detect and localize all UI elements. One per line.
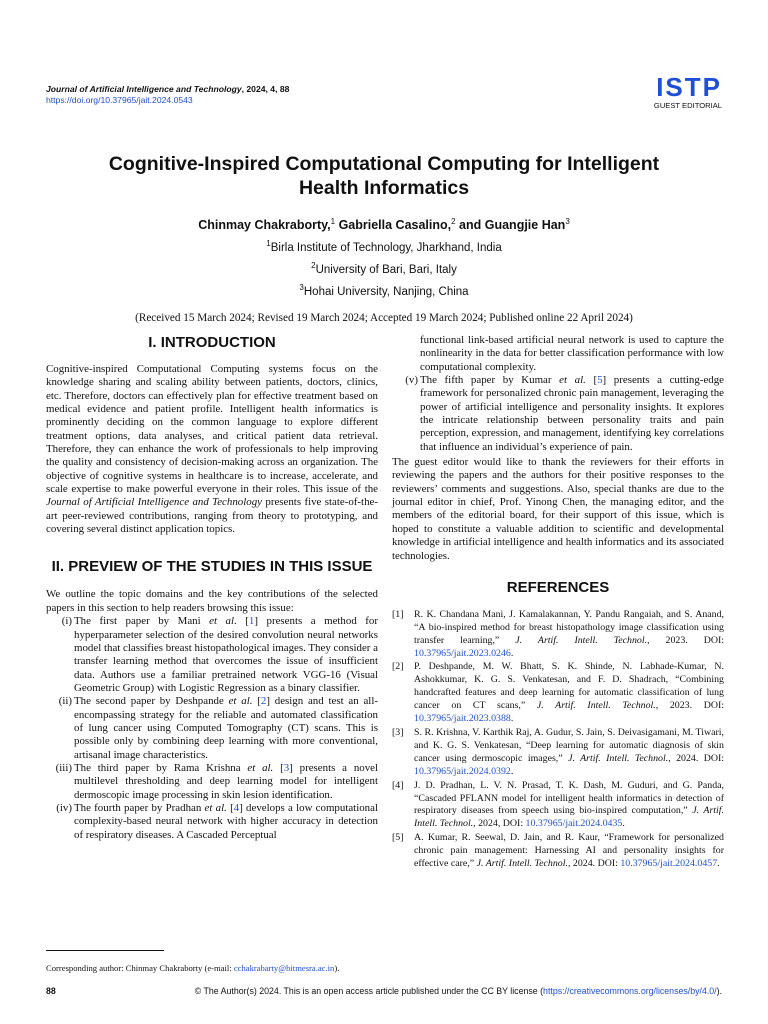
reference-item <box>392 661 724 726</box>
page-number: 88 <box>46 986 56 996</box>
intro-text-b: presents five state-of-the-art peer-reviewed contributions, ranging from theory to prototyping, and covering several distinct application topics. <box>46 496 378 536</box>
citation-link[interactable]: 4 <box>233 801 240 814</box>
list-item-etal: et al. <box>228 695 253 708</box>
intro-heading: I. INTRODUCTION <box>148 334 276 351</box>
list-item-text: ] presents a cutting-edge framework for personalized chronic pain management, leveraging the power of artificial intelligence and personality insights. It explores the intricate relationship between personality traits and pain perception, expression, and management, identifying key correlations that influence an individual’s experience of pain. <box>420 374 725 453</box>
footnote-end: ). <box>334 963 340 973</box>
affiliation-1-text: Birla Institute of Technology, Jharkhand, India <box>270 241 502 254</box>
reference-text: . <box>510 647 514 659</box>
journal-name: Journal of Artificial Intelligence and Technology <box>46 84 242 94</box>
reference-item <box>392 609 724 661</box>
reference-journal: J. Artif. Intell. Technol. <box>515 634 648 646</box>
list-item-etal: et al <box>209 615 235 628</box>
reference-text: . <box>510 713 514 725</box>
citation-link[interactable]: 5 <box>597 374 603 387</box>
license-text: © The Author(s) 2024. This is an open access article published under the CC BY license ( <box>194 986 544 996</box>
license-end: ). <box>716 986 722 996</box>
reference-journal: J. Artif. Intell. Technol. <box>536 700 656 712</box>
list-item-mark: (ii) <box>58 695 72 708</box>
list-item-text: [ <box>252 695 261 708</box>
reference-text: . <box>717 858 720 870</box>
reference-text: , 2023. DOI: <box>655 700 724 712</box>
reference-mark: [4] <box>392 779 404 791</box>
reference-doi-link[interactable]: 10.37965/jait.2023.0246 <box>414 647 511 659</box>
study-list-left <box>46 615 378 842</box>
reference-text: J. D. Pradhan, L. V. N. Prasad, T. K. Dash, M. Guduri, and G. Panda, “Cascaded PFLANN model for intelligent health informatics in detection of respiratory diseases from speech using bio-inspired computation,” <box>414 779 724 817</box>
affiliation-3-text: Hohai University, Nanjing, China <box>303 285 469 298</box>
journal-meta: , 2024, 4, 88 <box>241 84 290 94</box>
preview-lead: We outline the topic domains and the key contributions of the selected papers in this section to help readers browsing this issue: <box>46 588 378 614</box>
list-item-text: [ <box>273 761 284 774</box>
affiliation-3 <box>0 279 768 301</box>
publication-dates: (Received 15 March 2024; Revised 19 March 2024; Accepted 19 March 2024; Published online 22 April 2024) <box>135 311 633 324</box>
list-item <box>392 374 724 454</box>
reference-text: A. Kumar, R. Seewal, D. Jain, and R. Kaur, “Framework for personalized chronic pain management: Harnessing AI and personality insights for effective care,” <box>414 832 724 870</box>
license-link[interactable]: https://creativecommons.org/licenses/by/4.0/ <box>543 986 717 996</box>
reference-journal: J. Artif. Intell. Technol. <box>568 752 669 764</box>
reference-doi-link[interactable]: 10.37965/jait.2024.0435 <box>525 818 623 830</box>
affiliation-3-sup: 3 <box>299 282 304 292</box>
footnote-label: Corresponding author: Chinmay Chakraborty (e-mail: <box>46 963 234 973</box>
list-item <box>46 695 378 762</box>
reference-text: S. R. Krishna, V. Karthik Raj, A. Gudur, S. Jain, S. Deivasigamani, M. Tiwari, and K. G. S. Venkatesan, “Deep learning for automatic diagnosis of skin cancer using dermoscopic images,” <box>414 727 724 764</box>
reference-text: , 2023. DOI: <box>647 634 724 646</box>
author-2-sup: 2 <box>451 217 456 226</box>
list-item-text: ] presents a method for hyperparameter selection of the desired convolution neural networks model that classifies breast histopathological images. They consider a transfer learning method that overcomes the issue of insufficient data. Authors use a familiar pretrained network VGG-16 (Visual Geometric Group) with Logistic Regression as a binary classifier. <box>74 615 378 694</box>
title-block <box>0 152 768 325</box>
list-item-text: The second paper by Deshpande <box>74 695 229 708</box>
list-item-mark: (v) <box>405 374 418 387</box>
reference-item <box>392 727 724 779</box>
references-heading: REFERENCES <box>506 578 610 596</box>
reference-journal: J. Artif. Intell. Technol. <box>414 805 724 830</box>
reference-mark: [5] <box>392 832 404 844</box>
reference-item <box>392 780 724 832</box>
reference-text: P. Deshpande, M. W. Bhatt, S. K. Shinde, N. Labhade-Kumar, N. Ashokkumar, K. G. S. Venkatesan, and F. D. Shadrach, “Combining handcrafted features and deep learning for automatic classification of lung cancer on CT scans,” <box>414 661 724 712</box>
left-column <box>46 334 378 842</box>
publisher-block <box>653 72 722 111</box>
affiliation-2 <box>0 257 768 279</box>
reference-text: . <box>622 818 625 830</box>
reference-item <box>392 832 724 871</box>
article-type: GUEST EDITORIAL <box>653 101 722 110</box>
list-item-text: The third paper by Rama Krishna <box>74 761 248 774</box>
list-item-mark: (iv) <box>56 801 72 814</box>
list-item-etal: et al. <box>247 761 274 774</box>
license-line <box>120 986 722 997</box>
intro-journal-italic: Journal of Artificial Intelligence and Technology <box>46 496 262 509</box>
journal-citation <box>46 84 406 95</box>
reference-mark: [2] <box>392 661 404 673</box>
affiliation-1-sup: 1 <box>266 239 271 249</box>
intro-text-a: Cognitive-inspired Computational Computing systems focus on the knowledge sharing and scaling ability between patients, doctors, clinics, etc. Therefore, doctors can effectively plan for effective treatment based on medical evidence and patient profile. Intelligent health informatics is prominently deciding on the common language to explore different treatment options, data analyses, and critical patient data retrieval. Therefore, they can enhance the work of professionals to help improving the quality and consistency of decision-making across an organization. The objective of cognitive systems in healthcare is to increase, accelerate, and scale expertise to make powerful everyone in their roles. This issue of the <box>46 363 378 496</box>
reference-doi-link[interactable]: 10.37965/jait.2024.0392 <box>414 765 511 777</box>
reference-text: . <box>510 765 514 777</box>
citation-link[interactable]: 2 <box>260 695 267 708</box>
reference-list <box>392 609 724 871</box>
acknowledgment: The guest editor would like to thank the reviewers for their efforts in reviewing the papers and the authors for their positive responses to the reviewers’ comments and suggestions. Also, special thanks are due to the journal editor in chief, Prof. Yinong Chen, the managing editor, and the members of the editorial board, for their support of this issue, which is hoped to constitute a valuable addition to scientific and developmental knowledge in artificial intelligence and health informatics and its associated technologies. <box>392 456 724 562</box>
author-email-link[interactable]: cchakrabarty@bitmesra.ac.in <box>233 963 335 973</box>
reference-text: , 2024, DOI: <box>473 818 526 830</box>
affiliation-2-text: University of Bari, Bari, Italy <box>315 263 457 276</box>
right-column <box>392 334 724 872</box>
doi-link[interactable]: https://doi.org/10.37965/jait.2024.0543 <box>46 95 193 105</box>
author-1: Chinmay Chakraborty, <box>198 218 331 233</box>
reference-mark: [3] <box>392 727 404 738</box>
citation-link[interactable]: 1 <box>248 615 255 628</box>
list-item-mark: (iii) <box>55 761 72 774</box>
reference-doi-link[interactable]: 10.37965/jait.2023.0388 <box>414 713 511 725</box>
reference-text: , 2024. DOI: <box>567 858 621 870</box>
reference-doi-link[interactable]: 10.37965/jait.2024.0457 <box>620 858 718 870</box>
corresponding-author-footnote <box>46 950 726 974</box>
list-item <box>46 762 378 802</box>
list-item-etal: et al. <box>559 374 586 387</box>
istp-logo: ISTP <box>656 72 722 102</box>
intro-paragraph <box>46 363 378 536</box>
citation-link[interactable]: 3 <box>283 761 290 774</box>
affiliation-1 <box>0 235 768 257</box>
footnote-rule <box>46 950 164 951</box>
list-item-text: [ <box>585 374 598 387</box>
list-item-text: ] develops a low computational complexity-based neural network with higher accuracy in detection of respiratory diseases. A Cascaded Perceptual <box>74 801 378 841</box>
author-1-sup: 1 <box>330 217 336 226</box>
author-3-sup: 3 <box>565 217 570 226</box>
list-item-continued <box>392 334 724 374</box>
reference-mark: [1] <box>392 608 404 620</box>
study-list-right <box>392 334 724 454</box>
author-list <box>0 214 768 233</box>
list-item-text: The fourth paper by Pradhan <box>74 801 205 814</box>
list-item-text: The fifth paper by Kumar <box>420 374 560 387</box>
reference-text: , 2024. DOI: <box>668 752 725 764</box>
paper-title: Cognitive-Inspired Computational Computing for Intelligent Health Informatics <box>108 153 660 199</box>
reference-text: R. K. Chandana Mani, J. Kamalakannan, Y. Pandu Rangaiah, and S. Anand, “A bio-inspired method for breast histopathology image classification using transfer learning,” <box>414 608 724 646</box>
affiliations <box>0 235 768 300</box>
journal-header <box>46 84 406 106</box>
list-item-text: functional link-based artificial neural network is used to capture the nonlinearity in the data for better classification performance with low computational complexity. <box>420 334 724 373</box>
list-item-text: ] presents a novel multilevel thresholding and deep learning model for intelligent dermoscopic image processing in skin lesion identification. <box>74 761 379 801</box>
author-3: and Guangjie Han <box>455 218 566 233</box>
list-item-text: The first paper by Mani <box>74 615 210 628</box>
list-item <box>46 802 378 842</box>
list-item-text: [ <box>226 801 234 814</box>
list-item-mark: (i) <box>61 615 72 628</box>
list-item <box>46 615 378 695</box>
list-item-text: ] design and test an all-encompassing strategy for the reliable and automated classification of lung cancer using Computed Tomography (CT) scans. This is possible only by combining deep learning with more conventional, artisanal image characteristics. <box>74 695 378 761</box>
list-item-etal: et al. <box>204 801 227 814</box>
author-2: Gabriella Casalino, <box>335 218 452 233</box>
preview-heading: II. PREVIEW OF THE STUDIES IN THIS ISSUE <box>51 558 373 576</box>
list-item-text: . [ <box>234 615 249 628</box>
affiliation-2-sup: 2 <box>311 260 316 270</box>
reference-journal: J. Artif. Intell. Technol. <box>476 858 568 870</box>
